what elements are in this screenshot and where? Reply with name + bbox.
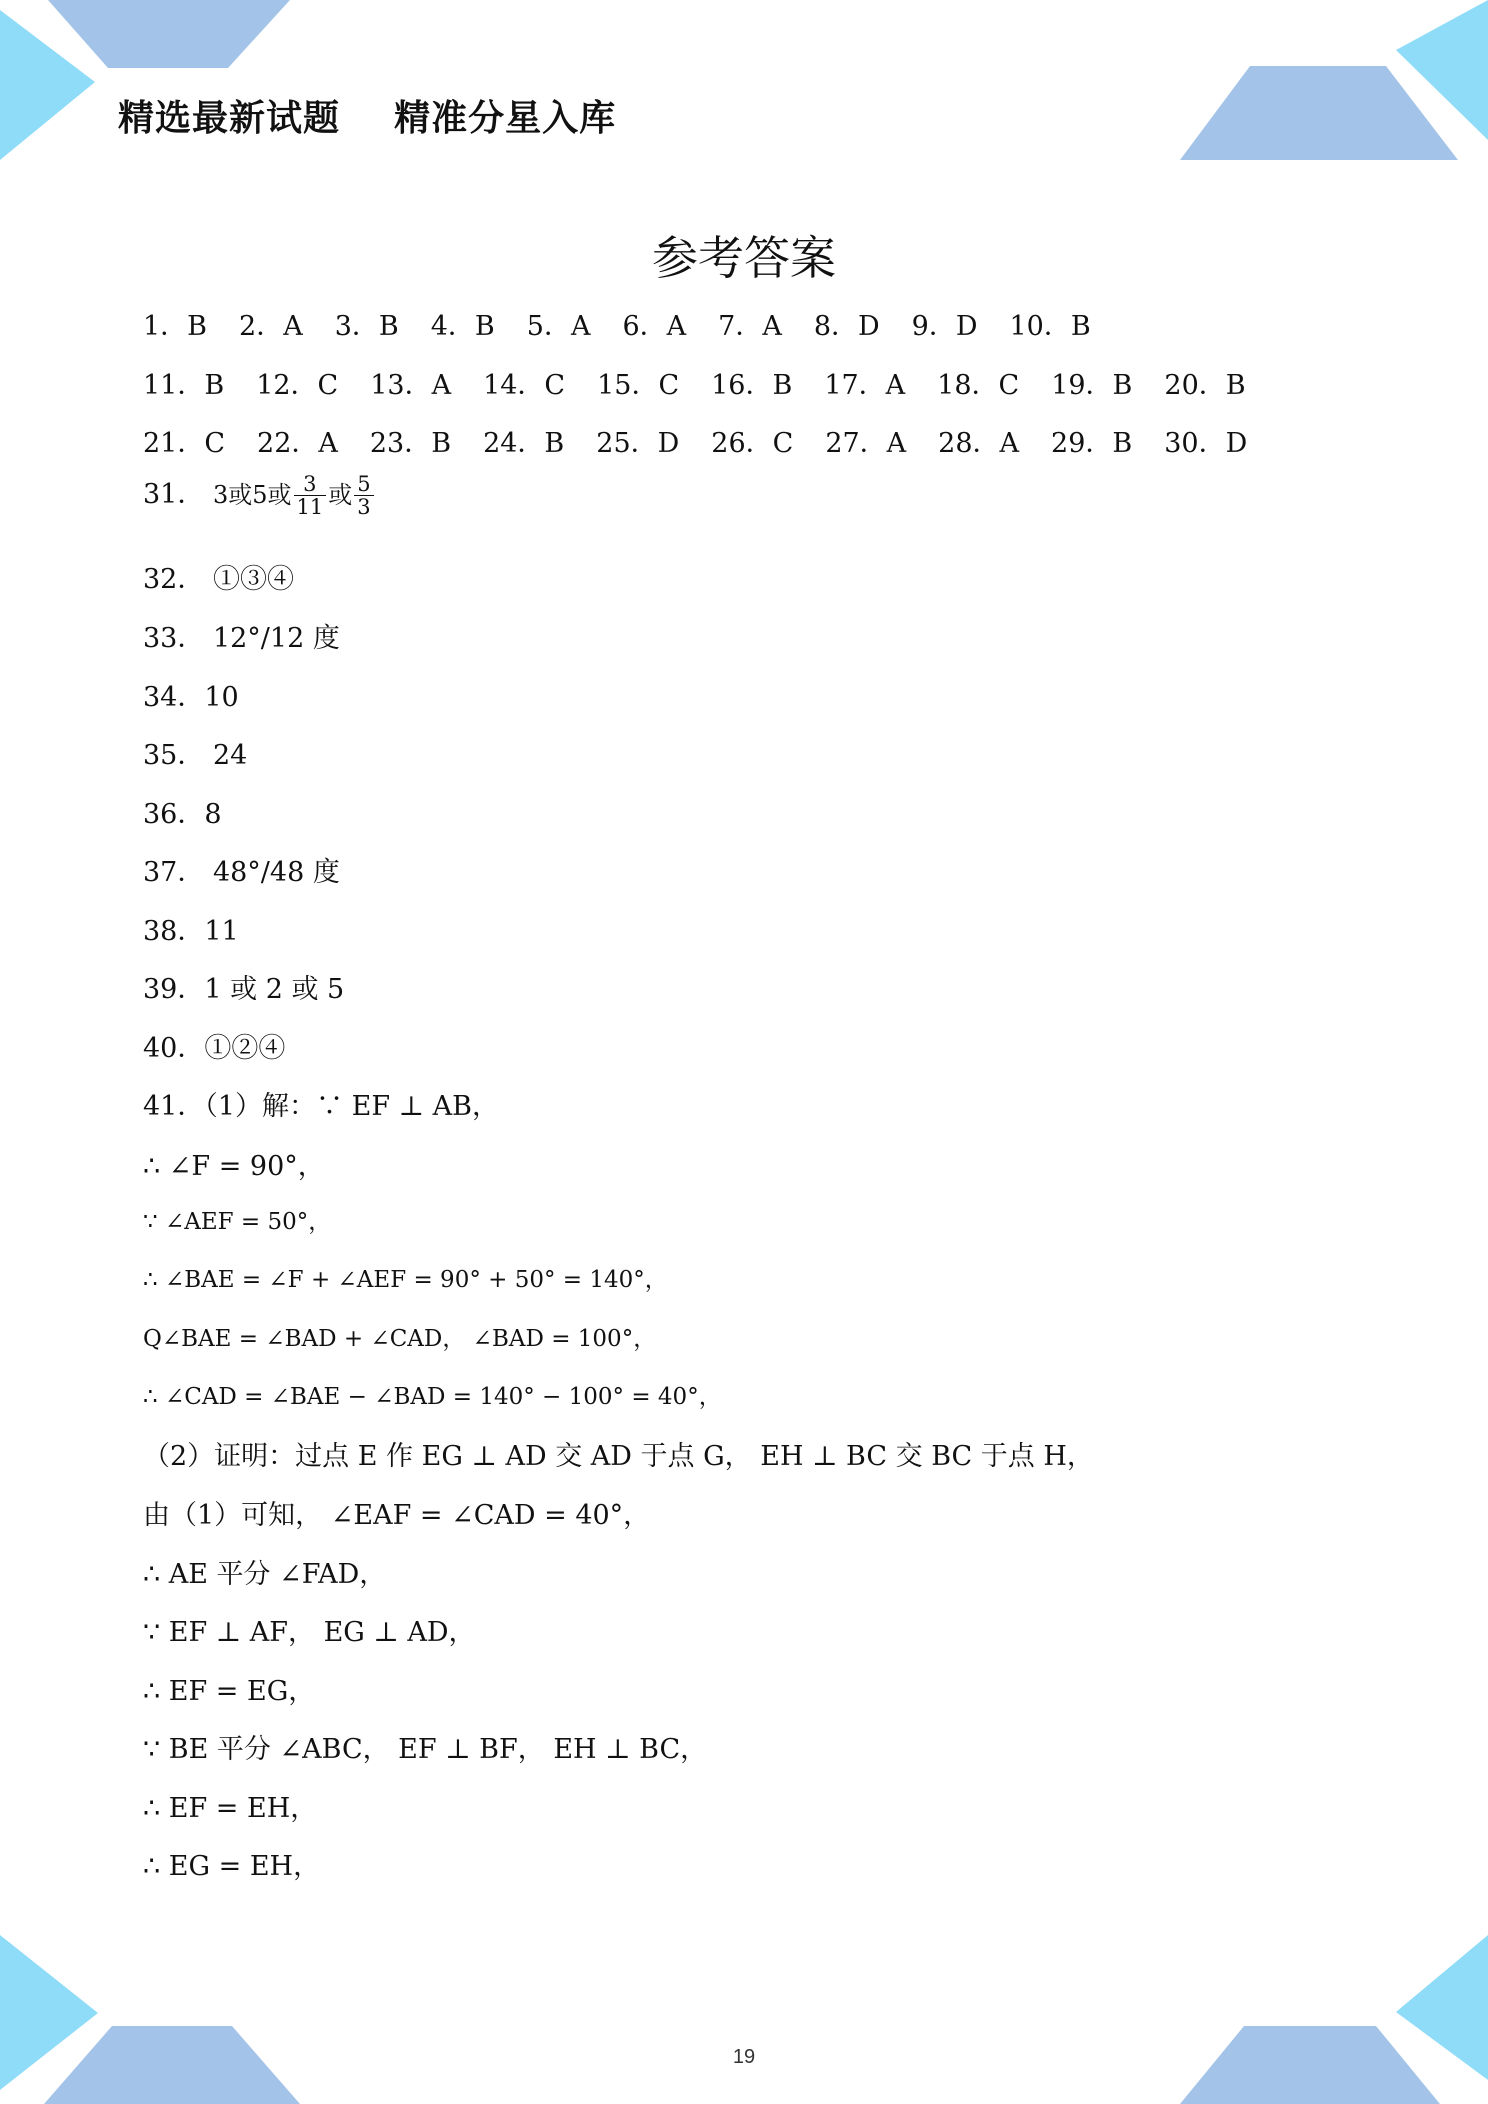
answer-item: 8．D [813, 311, 880, 342]
fraction [294, 473, 327, 518]
answer-row-1 [143, 304, 1123, 343]
solution-line: ∵ ∠AEF = 50°， [143, 1209, 332, 1235]
page-title: 参考答案 [652, 231, 836, 285]
answer-item: 18．C [937, 370, 1020, 401]
answer-36: 36．8 [143, 799, 222, 830]
solution-line: ∴ ∠F = 90°， [143, 1151, 325, 1182]
answer-item: 3．B [334, 311, 399, 342]
solution-line: ∴ AE 平分 ∠FAD， [143, 1559, 387, 1590]
fraction-denominator: 11 [296, 495, 324, 519]
answer-item: 24．B [483, 428, 565, 459]
solution-line: （2）证明：过点 E 作 EG ⊥ AD 交 AD 于点 G， EH ⊥ BC 交 BC 于点 H， [143, 1441, 1094, 1472]
answer-item: 9．D [911, 311, 978, 342]
decor-top-left-trapezoid [48, 0, 290, 68]
answer-item: 7．A [718, 311, 782, 342]
solution-line: ∴ ∠CAD = ∠BAE − ∠BAD = 140° − 100° = 40°， [143, 1384, 722, 1410]
answer-38: 38．11 [143, 916, 239, 947]
decor-top-right-trapezoid [1180, 66, 1458, 160]
page-number: 19 [732, 2046, 756, 2068]
solution-line: 41．（1）解：∵ EF ⊥ AB， [143, 1091, 499, 1122]
answer-item: 11．B [143, 370, 225, 401]
solution-line: 由（1）可知， ∠EAF = ∠CAD = 40°， [143, 1500, 651, 1531]
solution-line: ∴ EF = EH， [143, 1793, 318, 1824]
answer-item: 21．C [143, 428, 226, 459]
header-slogan: 精选最新试题 精准分星入库 [118, 98, 617, 139]
answer-item: 17．A [824, 370, 906, 401]
answer-item: 10．B [1009, 311, 1091, 342]
answer-37: 37． 48°/48 度 [143, 857, 340, 888]
solution-line: ∴ EF = EG， [143, 1676, 316, 1707]
fraction-denominator: 3 [357, 495, 371, 519]
answer-33: 33． 12°/12 度 [143, 623, 340, 654]
fraction-numerator: 3 [294, 473, 327, 496]
answer-item: 12．C [256, 370, 339, 401]
answer-item: 30．D [1164, 428, 1248, 459]
answer-row-2 [143, 363, 1278, 402]
answer-item: 15．C [597, 370, 680, 401]
answer-item: 28．A [938, 428, 1020, 459]
answer-item: 1．B [143, 311, 208, 342]
solution-line: ∴ EG = EH， [143, 1851, 321, 1882]
answer-item: 14．C [483, 370, 566, 401]
answer-item: 6．A [622, 311, 687, 342]
answer-item: 22．A [257, 428, 338, 459]
answer-34: 34．10 [143, 682, 239, 713]
answer-32: 32． ①③④ [143, 564, 294, 595]
answer-item: 27．A [825, 428, 907, 459]
answer-item: 16．B [711, 370, 793, 401]
answer-item: 5．A [526, 311, 591, 342]
solution-line: ∵ EF ⊥ AF， EG ⊥ AD， [143, 1617, 476, 1648]
solution-line: Q∠BAE = ∠BAD + ∠CAD， ∠BAD = 100°， [143, 1326, 657, 1352]
answer-item: 20．B [1164, 370, 1246, 401]
answer-39: 39．1 或 2 或 5 [143, 974, 345, 1005]
answer-item: 4．B [430, 311, 495, 342]
answer-31-text: 或 [328, 481, 353, 509]
answer-item: 19．B [1051, 370, 1133, 401]
answer-40: 40．①②④ [143, 1033, 286, 1064]
answer-31-label: 31． [143, 479, 205, 510]
answer-item: 26．C [711, 428, 794, 459]
answer-item: 29．B [1051, 428, 1133, 459]
answer-item: 25．D [596, 428, 680, 459]
solution-line: ∴ ∠BAE = ∠F + ∠AEF = 90° + 50° = 140°， [143, 1267, 668, 1293]
answer-item: 13．A [370, 370, 452, 401]
answer-row-3 [143, 421, 1279, 460]
answer-31 [143, 472, 376, 518]
answer-item: 2．A [239, 311, 303, 342]
answer-35: 35． 24 [143, 740, 248, 771]
fraction [354, 473, 373, 518]
solution-line: ∵ BE 平分 ∠ABC， EF ⊥ BF， EH ⊥ BC， [143, 1734, 708, 1765]
fraction-numerator: 5 [354, 473, 373, 496]
answer-item: 23．B [369, 428, 452, 459]
answer-31-text: 3或5或 [212, 481, 292, 509]
